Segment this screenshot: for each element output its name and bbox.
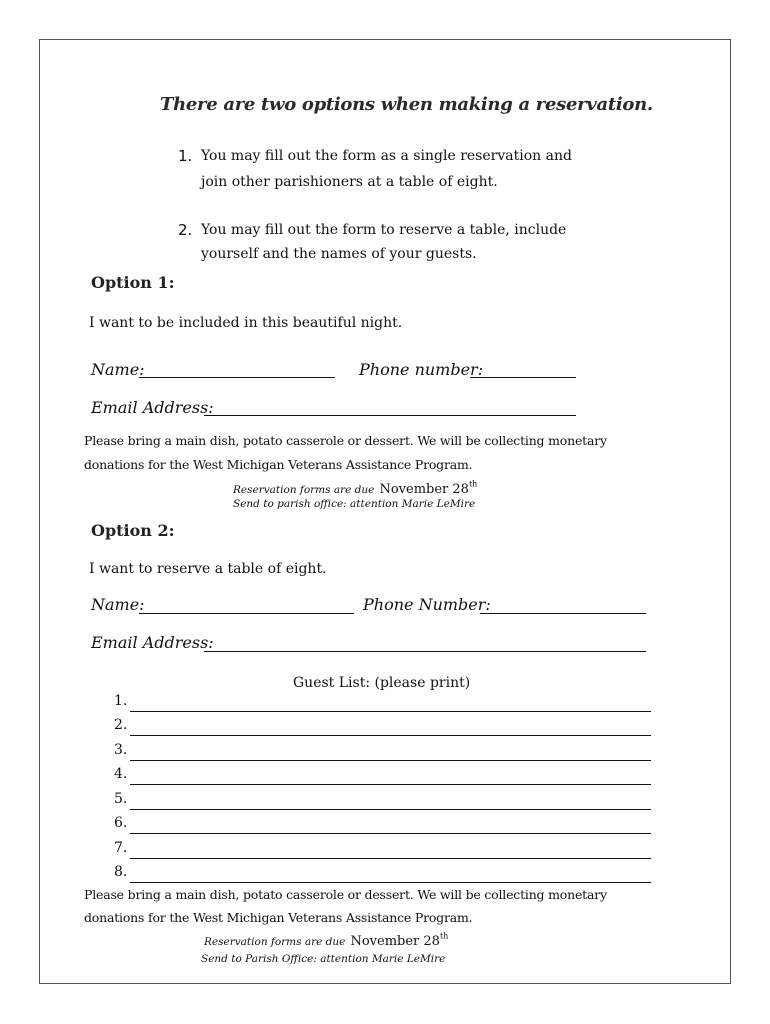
option1-send-to: Send to parish office: attention Marie LeMire: [233, 498, 476, 510]
intro-option-2-line2: yourself and the names of your guests.: [201, 246, 477, 262]
guest-number-2: 2.: [114, 717, 128, 733]
option2-due-date: November 28: [350, 934, 440, 949]
option2-email-field[interactable]: [204, 651, 646, 652]
guest-list-title: Guest List: (please print): [293, 675, 471, 691]
guest-number-3: 3.: [114, 742, 128, 758]
guest-field-8[interactable]: [130, 882, 651, 883]
option2-phone-field[interactable]: [480, 613, 646, 614]
guest-field-3[interactable]: [130, 760, 651, 761]
intro-option-2-number: 2.: [178, 221, 193, 239]
option1-note-line1: Please bring a main dish, potato casserole or dessert. We will be collecting monetary: [84, 433, 607, 448]
option2-name-field[interactable]: [139, 613, 354, 614]
option2-note-line2: donations for the West Michigan Veterans Assistance Program.: [84, 910, 473, 925]
intro-option-1-number: 1.: [178, 147, 193, 165]
option1-phone-field[interactable]: [470, 377, 576, 378]
option2-due: [204, 930, 448, 949]
page-heading: There are two options when making a reservation.: [160, 94, 653, 115]
guest-field-6[interactable]: [130, 833, 651, 834]
option1-email-field[interactable]: [204, 415, 576, 416]
guest-number-7: 7.: [114, 840, 128, 856]
option1-email-label: Email Address:: [91, 398, 214, 417]
option2-phone-label: Phone Number:: [363, 595, 491, 614]
option1-due-date: November 28: [379, 482, 469, 497]
guest-number-1: 1.: [114, 693, 128, 709]
option2-name-label: Name:: [91, 595, 145, 614]
option2-send-to: Send to Parish Office: attention Marie LeMire: [201, 953, 446, 965]
option1-due-sup: th: [468, 479, 478, 489]
option1-name-label: Name:: [91, 360, 145, 379]
guest-number-8: 8.: [114, 864, 128, 880]
intro-option-1-line1: You may fill out the form as a single reservation and: [201, 148, 572, 164]
guest-field-4[interactable]: [130, 784, 651, 785]
option2-note-line1: Please bring a main dish, potato casserole or dessert. We will be collecting monetary: [84, 887, 607, 902]
option2-intro: I want to reserve a table of eight.: [89, 561, 327, 577]
guest-field-1[interactable]: [130, 711, 651, 712]
guest-field-2[interactable]: [130, 735, 651, 736]
option2-due-prefix: Reservation forms are due: [204, 936, 346, 948]
guest-field-5[interactable]: [130, 809, 651, 810]
option2-due-sup: th: [439, 931, 449, 941]
guest-number-6: 6.: [114, 815, 128, 831]
option1-due: [233, 478, 477, 497]
intro-option-1-line2: join other parishioners at a table of eight.: [201, 174, 498, 190]
option1-intro: I want to be included in this beautiful night.: [89, 315, 403, 331]
option2-email-label: Email Address:: [91, 633, 214, 652]
guest-number-5: 5.: [114, 791, 128, 807]
option2-title: Option 2:: [91, 521, 175, 540]
guest-number-4: 4.: [114, 766, 128, 782]
guest-field-7[interactable]: [130, 858, 651, 859]
option1-name-field[interactable]: [139, 377, 335, 378]
option1-phone-label: Phone number:: [359, 360, 484, 379]
option1-title: Option 1:: [91, 273, 175, 292]
option1-note-line2: donations for the West Michigan Veterans Assistance Program.: [84, 457, 473, 472]
intro-option-2-line1: You may fill out the form to reserve a table, include: [201, 222, 567, 238]
option1-due-prefix: Reservation forms are due: [233, 484, 375, 496]
